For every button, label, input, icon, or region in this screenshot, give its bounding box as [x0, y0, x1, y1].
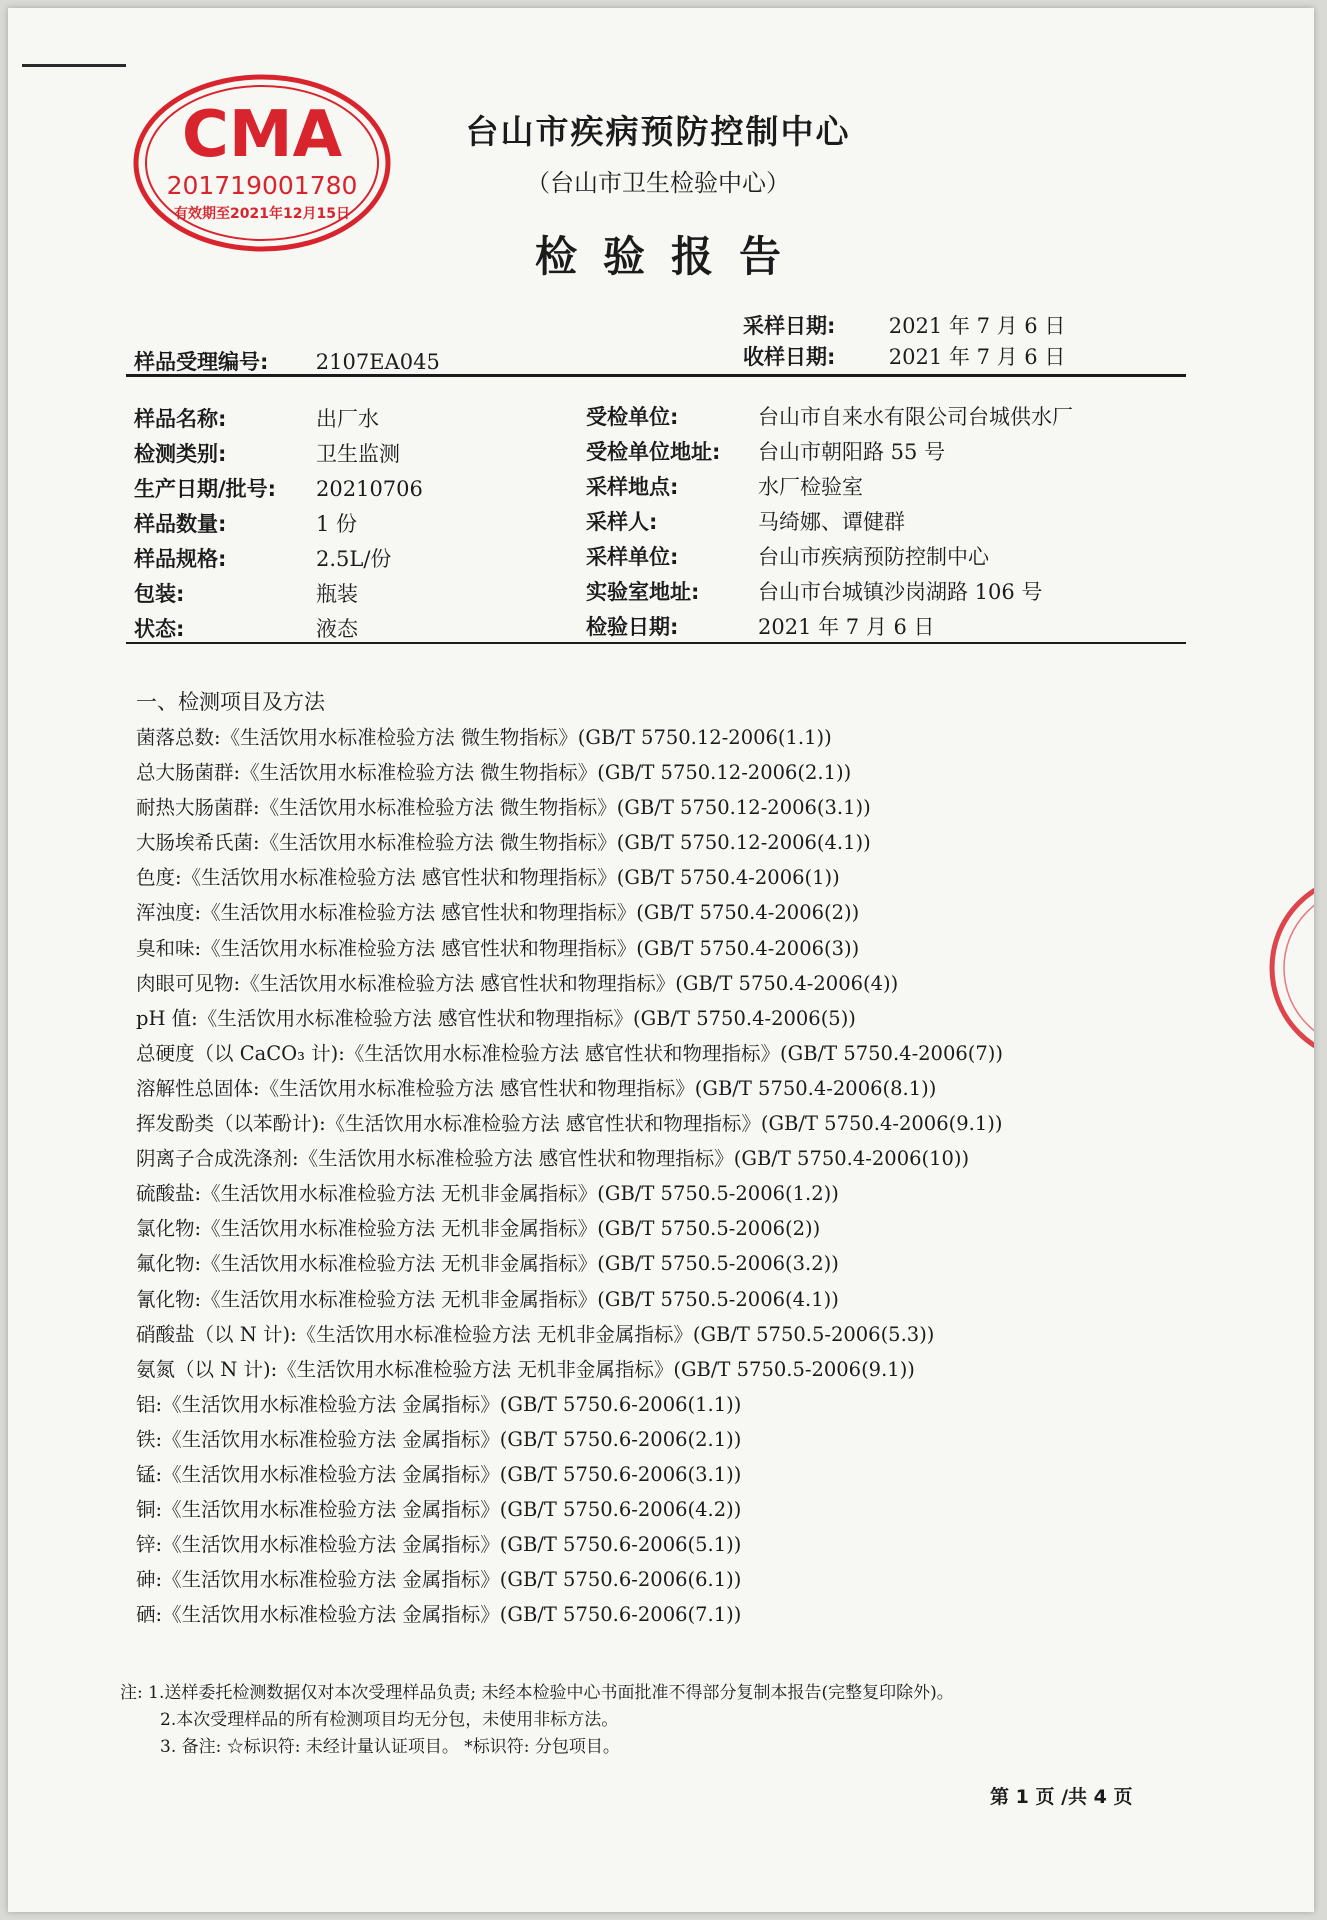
sampling-date-value: 2021 年 7 月 6 日 — [888, 314, 1066, 338]
info-row: 生产日期/批号: 20210706 — [134, 477, 423, 501]
method-item: 铁:《生活饮用水标准检验方法 金属指标》(GB/T 5750.6-2006(2.1)) — [136, 1427, 742, 1451]
page-number: 第 1 页 /共 4 页 — [990, 1786, 1133, 1808]
method-item: 大肠埃希氏菌:《生活饮用水标准检验方法 微生物指标》(GB/T 5750.12-2006(4.1)) — [136, 831, 871, 855]
method-item: 耐热大肠菌群:《生活饮用水标准检验方法 微生物指标》(GB/T 5750.12-2006(3.1)) — [136, 796, 871, 820]
section-title: 一、检测项目及方法 — [136, 690, 325, 714]
method-item: 溶解性总固体:《生活饮用水标准检验方法 感官性状和物理指标》(GB/T 5750.4-2006(8.1)) — [136, 1076, 937, 1100]
method-item: 总大肠菌群:《生活饮用水标准检验方法 微生物指标》(GB/T 5750.12-2006(2.1)) — [136, 761, 852, 785]
methods-list — [136, 720, 1236, 1632]
method-item: 铜:《生活饮用水标准检验方法 金属指标》(GB/T 5750.6-2006(4.2)) — [136, 1498, 742, 1522]
corner-mark — [22, 64, 126, 67]
method-item: 氟化物:《生活饮用水标准检验方法 无机非金属指标》(GB/T 5750.5-2006(3.2)) — [136, 1252, 839, 1276]
report-page — [8, 8, 1314, 1912]
cma-number: 201719001780 — [166, 171, 358, 200]
method-item: 菌落总数:《生活饮用水标准检验方法 微生物指标》(GB/T 5750.12-2006(1.1)) — [136, 726, 832, 749]
info-row: 检验日期: 2021 年 7 月 6 日 — [586, 615, 935, 639]
info-row: 检测类别: 卫生监测 — [134, 442, 400, 466]
report-header — [338, 106, 978, 284]
method-item: pH 值:《生活饮用水标准检验方法 感官性状和物理指标》(GB/T 5750.4-2006(5)) — [136, 1006, 856, 1030]
method-item: 挥发酚类（以苯酚计):《生活饮用水标准检验方法 感官性状和物理指标》(GB/T 5750.4-2006(9.1)) — [136, 1112, 1003, 1136]
bottom-rule — [126, 642, 1186, 644]
method-item: 硝酸盐（以 N 计):《生活饮用水标准检验方法 无机非金属指标》(GB/T 5750.5-2006(5.3)) — [136, 1322, 935, 1346]
received-date-value: 2021 年 7 月 6 日 — [888, 345, 1066, 369]
method-item: 臭和味:《生活饮用水标准检验方法 感官性状和物理指标》(GB/T 5750.4-2006(3)) — [136, 936, 860, 960]
method-item: 锌:《生活饮用水标准检验方法 金属指标》(GB/T 5750.6-2006(5.1)) — [136, 1533, 742, 1557]
info-row: 采样单位: 台山市疾病预防控制中心 — [586, 545, 989, 569]
method-item: 肉眼可见物:《生活饮用水标准检验方法 感官性状和物理指标》(GB/T 5750.4-2006(4)) — [136, 971, 899, 995]
cma-logo-text: CMA — [181, 98, 343, 172]
sample-id-value: 2107EA045 — [315, 350, 440, 374]
info-row: 状态: 液态 — [134, 617, 358, 641]
method-item: 铝:《生活饮用水标准检验方法 金属指标》(GB/T 5750.6-2006(1.1)) — [136, 1392, 742, 1416]
info-row: 采样人: 马绮娜、谭健群 — [586, 510, 905, 534]
note-line: 注: 1.送样委托检测数据仅对本次受理样品负责; 未经本检验中心书面批准不得部分复制本报告(完整复印除外)。 — [120, 1683, 954, 1703]
sampling-date — [743, 310, 1065, 340]
red-stamp-icon — [1264, 868, 1314, 1068]
cma-validity: 有效期至2021年12月15日 — [174, 206, 350, 222]
note-line: 2.本次受理样品的所有检测项目均无分包，未使用非标方法。 — [160, 1710, 619, 1730]
method-item: 氯化物:《生活饮用水标准检验方法 无机非金属指标》(GB/T 5750.5-2006(2)) — [136, 1217, 821, 1241]
note-line: 3. 备注: ☆标识符: 未经计量认证项目。 *标识符: 分包项目。 — [160, 1737, 620, 1757]
notes — [120, 1680, 954, 1761]
sample-id-label: 样品受理编号: — [134, 350, 269, 374]
report-title: 检验报告 — [534, 232, 807, 281]
method-item: 色度:《生活饮用水标准检验方法 感官性状和物理指标》(GB/T 5750.4-2006(1)) — [136, 866, 840, 890]
info-row: 实验室地址: 台山市台城镇沙岗湖路 106 号 — [586, 580, 1043, 604]
method-item: 硒:《生活饮用水标准检验方法 金属指标》(GB/T 5750.6-2006(7.1)) — [136, 1603, 742, 1627]
method-item: 氰化物:《生活饮用水标准检验方法 无机非金属指标》(GB/T 5750.5-2006(4.1)) — [136, 1287, 839, 1311]
info-row: 样品数量: 1 份 — [134, 512, 358, 536]
method-item: 砷:《生活饮用水标准检验方法 金属指标》(GB/T 5750.6-2006(6.1)) — [136, 1568, 742, 1592]
sample-id — [134, 346, 440, 376]
sampling-date-label: 采样日期: — [743, 314, 836, 338]
info-row: 样品规格: 2.5L/份 — [134, 547, 392, 571]
method-item: 浑浊度:《生活饮用水标准检验方法 感官性状和物理指标》(GB/T 5750.4-2006(2)) — [136, 901, 860, 925]
org-subtitle: （台山市卫生检验中心） — [526, 169, 790, 197]
received-date — [743, 341, 1065, 371]
top-rule — [126, 374, 1186, 377]
org-name: 台山市疾病预防控制中心 — [465, 112, 851, 151]
info-row: 采样地点: 水厂检验室 — [586, 475, 863, 499]
method-item: 氨氮（以 N 计):《生活饮用水标准检验方法 无机非金属指标》(GB/T 5750.5-2006(9.1)) — [136, 1357, 915, 1381]
method-item: 总硬度（以 CaCO₃ 计):《生活饮用水标准检验方法 感官性状和物理指标》(GB/T 5750.4-2006(7)) — [136, 1041, 1004, 1065]
method-item: 阴离子合成洗涤剂:《生活饮用水标准检验方法 感官性状和物理指标》(GB/T 5750.4-2006(10)) — [136, 1147, 970, 1171]
method-item: 硫酸盐:《生活饮用水标准检验方法 无机非金属指标》(GB/T 5750.5-2006(1.2)) — [136, 1182, 839, 1206]
received-date-label: 收样日期: — [743, 345, 836, 369]
method-item: 锰:《生活饮用水标准检验方法 金属指标》(GB/T 5750.6-2006(3.1)) — [136, 1462, 742, 1486]
info-row: 样品名称: 出厂水 — [134, 407, 379, 431]
info-row: 受检单位地址: 台山市朝阳路 55 号 — [586, 440, 946, 464]
info-row: 受检单位: 台山市自来水有限公司台城供水厂 — [586, 405, 1073, 429]
info-row: 包装: 瓶装 — [134, 582, 358, 606]
